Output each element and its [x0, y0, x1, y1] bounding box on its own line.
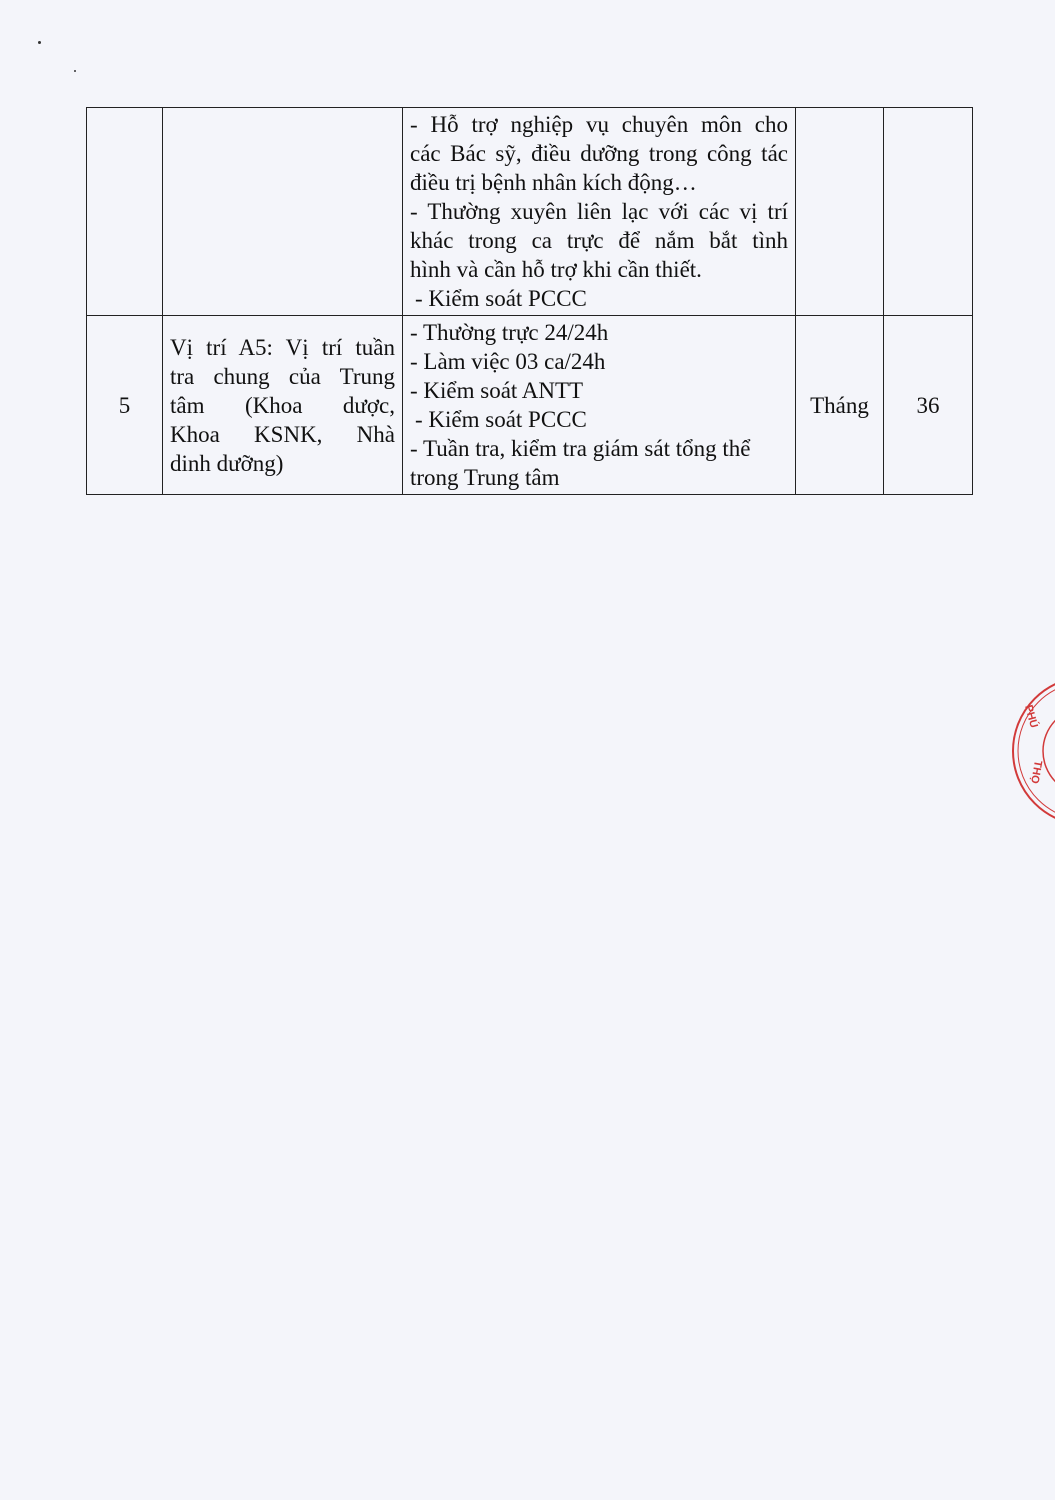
- task-line: các Bác sỹ, điều dưỡng trong công tác: [410, 141, 788, 166]
- row-number-cell: 5: [87, 316, 163, 495]
- scan-speck: [38, 41, 41, 44]
- seal-text-top: PHÚ: [1022, 703, 1040, 730]
- unit-cell: Tháng: [796, 316, 884, 495]
- tasks-cell: [403, 108, 796, 316]
- task-line: - Kiểm soát PCCC: [415, 286, 587, 311]
- task-line: - Tuần tra, kiểm tra giám sát tổng thể: [410, 436, 751, 461]
- unit-cell: [796, 108, 884, 316]
- task-line: - Hỗ trợ nghiệp vụ chuyên môn cho: [410, 112, 788, 137]
- official-seal: [1005, 676, 1055, 826]
- task-line: điều trị bệnh nhân kích động…: [410, 170, 697, 195]
- task-line: khác trong ca trực để nắm bắt tình: [410, 228, 788, 253]
- task-line: - Kiểm soát PCCC: [415, 407, 587, 432]
- task-line: trong Trung tâm: [410, 465, 560, 490]
- task-line: hình và cần hỗ trợ khi cần thiết.: [410, 257, 702, 282]
- task-line: - Thường xuyên liên lạc với các vị trí: [410, 199, 788, 224]
- position-line: tâm (Khoa dược,: [170, 392, 395, 418]
- position-cell: [163, 316, 403, 495]
- quantity-cell: [884, 108, 973, 316]
- task-line: - Làm việc 03 ca/24h: [410, 349, 606, 374]
- table-row: [87, 316, 973, 495]
- position-line: Khoa KSNK, Nhà: [170, 421, 395, 447]
- position-line: Vị trí A5: Vị trí tuần: [170, 334, 395, 360]
- seal-text-bottom: THỌ: [1028, 759, 1044, 785]
- task-line: - Thường trực 24/24h: [410, 320, 609, 345]
- seal-graphic: [1005, 676, 1055, 826]
- task-line: - Kiểm soát ANTT: [410, 378, 584, 403]
- scan-speck: [74, 70, 76, 72]
- table-row: [87, 108, 973, 316]
- row-number-cell: [87, 108, 163, 316]
- tasks-cell: [403, 316, 796, 495]
- position-cell: [163, 108, 403, 316]
- position-line: tra chung của Trung: [170, 363, 395, 389]
- position-line: dinh dưỡng): [170, 450, 284, 476]
- specification-table: [86, 107, 973, 495]
- quantity-cell: 36: [884, 316, 973, 495]
